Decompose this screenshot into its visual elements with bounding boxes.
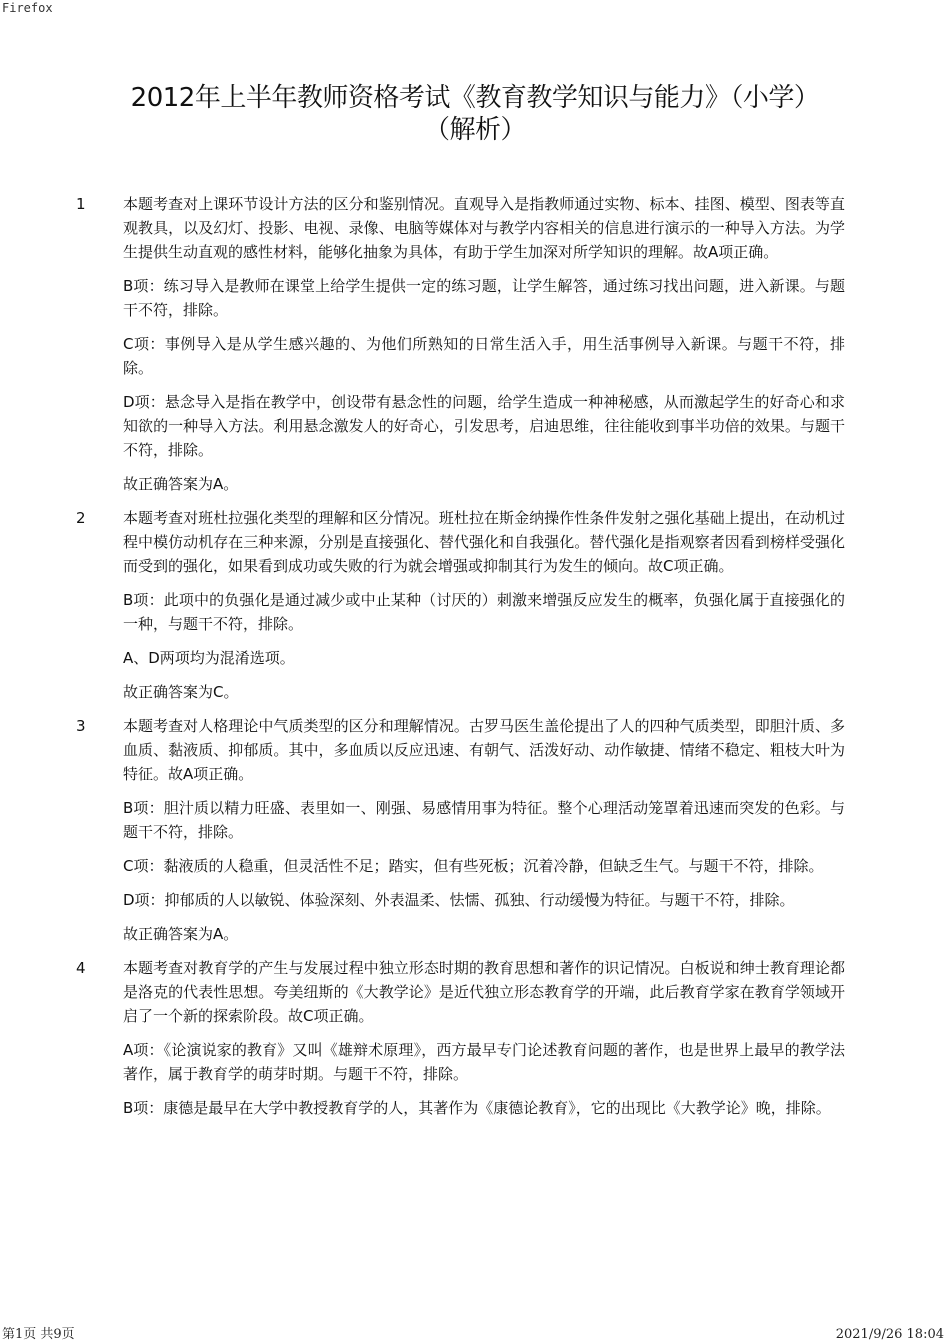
- question-item: [0, 714, 950, 946]
- explanation-paragraph: C项：事例导入是从学生感兴趣的、为他们所熟知的日常生活入手，用生活事例导入新课。与题干不符，排除。: [123, 335, 845, 377]
- question-number: 4: [76, 959, 86, 977]
- question-number: 3: [76, 717, 86, 735]
- document-title: [60, 82, 890, 146]
- question-list: [0, 192, 950, 1130]
- explanation-paragraph: C项：黏液质的人稳重，但灵活性不足；踏实，但有些死板；沉着冷静，但缺乏生气。与题干不符，排除。: [123, 857, 824, 875]
- question-item: [0, 956, 950, 1120]
- title-line-1: 2012年上半年教师资格考试《教育教学知识与能力》（小学）: [130, 83, 820, 113]
- answer-paragraph: 故正确答案为A。: [123, 925, 239, 943]
- explanation-paragraph: A、D两项均为混淆选项。: [123, 649, 295, 667]
- explanation-paragraph: D项：抑郁质的人以敏锐、体验深刻、外表温柔、怯懦、孤独、行动缓慢为特征。与题干不符，排除。: [123, 891, 795, 909]
- page-indicator: 第1页 共9页: [2, 1327, 75, 1342]
- explanation-paragraph: B项：此项中的负强化是通过减少或中止某种（讨厌的）刺激来增强反应发生的概率，负强化属于直接强化的一种，与题干不符，排除。: [123, 591, 845, 633]
- question-number: 1: [76, 195, 86, 213]
- explanation-paragraph: 本题考查对人格理论中气质类型的区分和理解情况。古罗马医生盖伦提出了人的四种气质类型，即胆汁质、多血质、黏液质、抑郁质。其中，多血质以反应迅速、有朝气、活泼好动、动作敏捷、情绪不稳定、粗枝大叶为特征。故A项正确。: [123, 717, 845, 783]
- explanation-paragraph: B项：胆汁质以精力旺盛、表里如一、刚强、易感情用事为特征。整个心理活动笼罩着迅速而突发的色彩。与题干不符，排除。: [123, 799, 845, 841]
- answer-paragraph: 故正确答案为A。: [123, 475, 239, 493]
- question-item: [0, 506, 950, 704]
- question-number: 2: [76, 509, 86, 527]
- explanation-paragraph: B项：练习导入是教师在课堂上给学生提供一定的练习题，让学生解答，通过练习找出问题，进入新课。与题干不符，排除。: [123, 277, 845, 319]
- explanation-paragraph: 本题考查对上课环节设计方法的区分和鉴别情况。直观导入是指教师通过实物、标本、挂图、模型、图表等直观教具，以及幻灯、投影、电视、录像、电脑等媒体对与教学内容相关的信息进行演示的一种导入方法。为学生提供生动直观的感性材料，能够化抽象为具体，有助于学生加深对所学知识的理解。故A项正确。: [123, 195, 845, 261]
- title-line-2: （解析）: [423, 115, 526, 145]
- explanation-paragraph: 本题考查对教育学的产生与发展过程中独立形态时期的教育思想和著作的识记情况。白板说和绅士教育理论都是洛克的代表性思想。夸美纽斯的《大教学论》是近代独立形态教育学的开端，此后教育学家在教育学领域开启了一个新的探索阶段。故C项正确。: [123, 959, 845, 1025]
- explanation-paragraph: B项：康德是最早在大学中教授教育学的人，其著作为《康德论教育》，它的出现比《大教学论》晚，排除。: [123, 1099, 831, 1117]
- explanation-paragraph: 本题考查对班杜拉强化类型的理解和区分情况。班杜拉在斯金纳操作性条件发射之强化基础上提出，在动机过程中模仿动机存在三种来源，分别是直接强化、替代强化和自我强化。替代强化是指观察者因看到榜样受强化而受到的强化，如果看到成功或失败的行为就会增强或抑制其行为发生的倾向。故C项正确。: [123, 509, 845, 575]
- browser-name-header: Firefox: [2, 1, 53, 15]
- answer-paragraph: 故正确答案为C。: [123, 683, 239, 701]
- explanation-paragraph: A项：《论演说家的教育》又叫《雄辩术原理》，西方最早专门论述教育问题的著作，也是世界上最早的教学法著作，属于教育学的萌芽时期。与题干不符，排除。: [123, 1041, 845, 1083]
- explanation-paragraph: D项：悬念导入是指在教学中，创设带有悬念性的问题，给学生造成一种神秘感，从而激起学生的好奇心和求知欲的一种导入方法。利用悬念激发人的好奇心，引发思考，启迪思维，往往能收到事半功倍的效果。与题干不符，排除。: [123, 393, 845, 459]
- print-datetime: 2021/9/26 18:04: [835, 1327, 944, 1342]
- question-item: [0, 192, 950, 496]
